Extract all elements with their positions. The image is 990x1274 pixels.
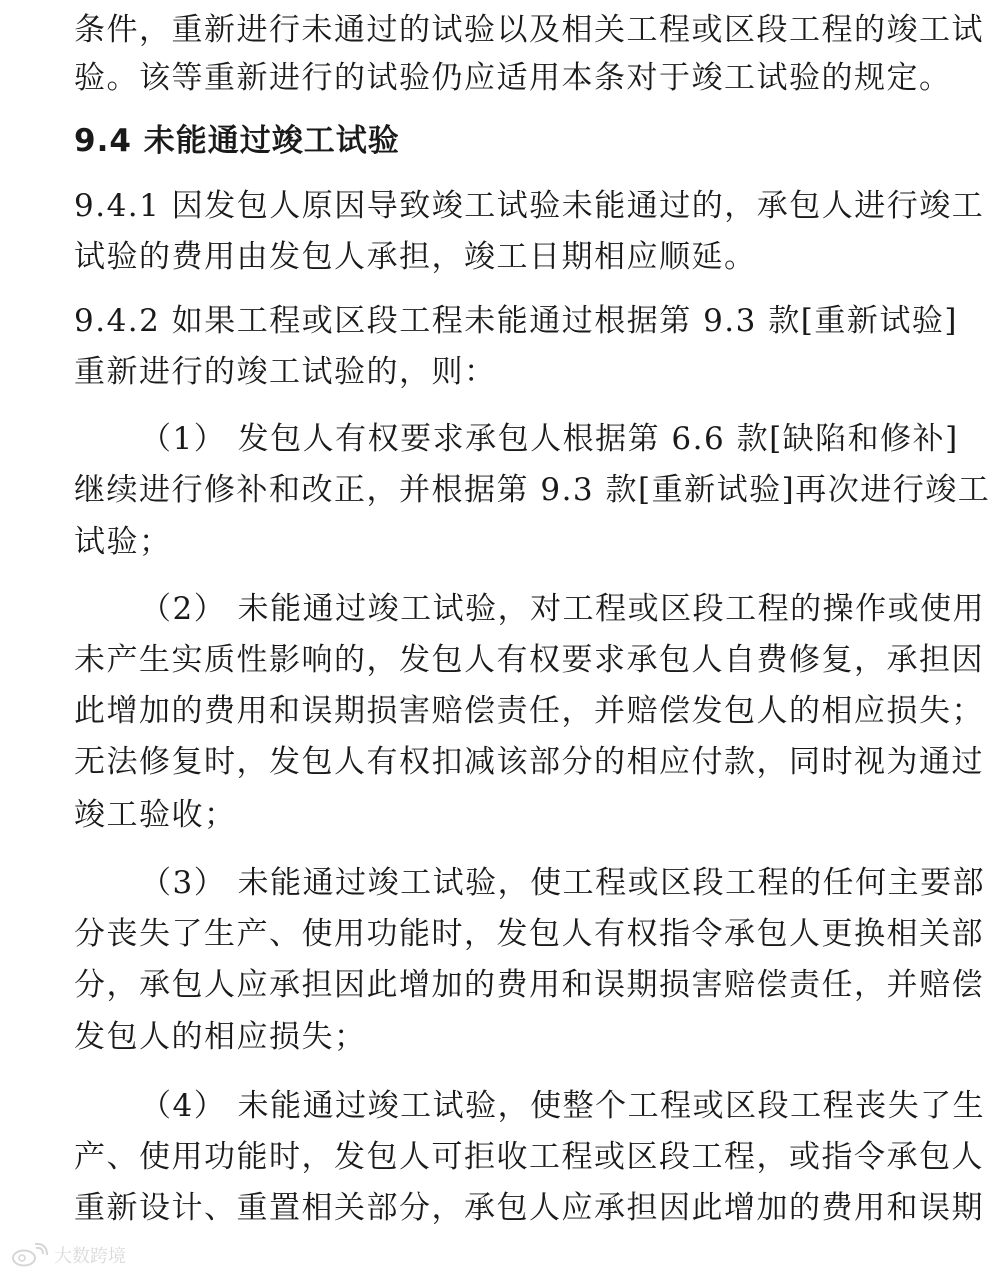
text-line: 此增加的费用和误期损害赔偿责任，并赔偿发包人的相应损失； [74, 693, 984, 729]
watermark-text: 大数跨境 [54, 1246, 126, 1267]
text-line: 重新设计、重置相关部分，承包人应承担因此增加的费用和误期 [74, 1190, 984, 1226]
text-line: 验。该等重新进行的试验仍应适用本条对于竣工试验的规定。 [74, 60, 952, 96]
text-line: 分丧失了生产、使用功能时，发包人有权指令承包人更换相关部 [74, 916, 984, 952]
text-line: 试验； [74, 524, 172, 560]
text-line: 9.4.2 如果工程或区段工程未能通过根据第 9.3 款[重新试验] [74, 303, 958, 339]
text-line: 条件，重新进行未通过的试验以及相关工程或区段工程的竣工试 [74, 12, 984, 48]
weibo-logo-icon [10, 1242, 50, 1268]
list-item-first-line: （2） 未能通过竣工试验，对工程或区段工程的操作或使用 [140, 591, 986, 627]
list-item-first-line: （4） 未能通过竣工试验，使整个工程或区段工程丧失了生 [140, 1088, 986, 1124]
text-line: 继续进行修补和改正，并根据第 9.3 款[重新试验]再次进行竣工 [74, 472, 990, 508]
text-line: 重新进行的竣工试验的，则： [74, 354, 497, 390]
watermark [10, 1240, 126, 1270]
list-item-first-line: （1） 发包人有权要求承包人根据第 6.6 款[缺陷和修补] [140, 421, 959, 457]
text-line: 无法修复时，发包人有权扣减该部分的相应付款，同时视为通过 [74, 744, 984, 780]
section-heading: 9.4 未能通过竣工试验 [74, 123, 400, 159]
text-line: 试验的费用由发包人承担，竣工日期相应顺延。 [74, 239, 757, 275]
text-line: 分，承包人应承担因此增加的费用和误期损害赔偿责任，并赔偿 [74, 967, 984, 1003]
text-line: 发包人的相应损失； [74, 1019, 367, 1055]
text-line: 竣工验收； [74, 797, 237, 833]
text-line: 9.4.1 因发包人原因导致竣工试验未能通过的，承包人进行竣工 [74, 188, 985, 224]
text-line: 未产生实质性影响的，发包人有权要求承包人自费修复，承担因 [74, 642, 984, 678]
list-item-first-line: （3） 未能通过竣工试验，使工程或区段工程的任何主要部 [140, 865, 986, 901]
text-line: 产、使用功能时，发包人可拒收工程或区段工程，或指令承包人 [74, 1139, 984, 1175]
